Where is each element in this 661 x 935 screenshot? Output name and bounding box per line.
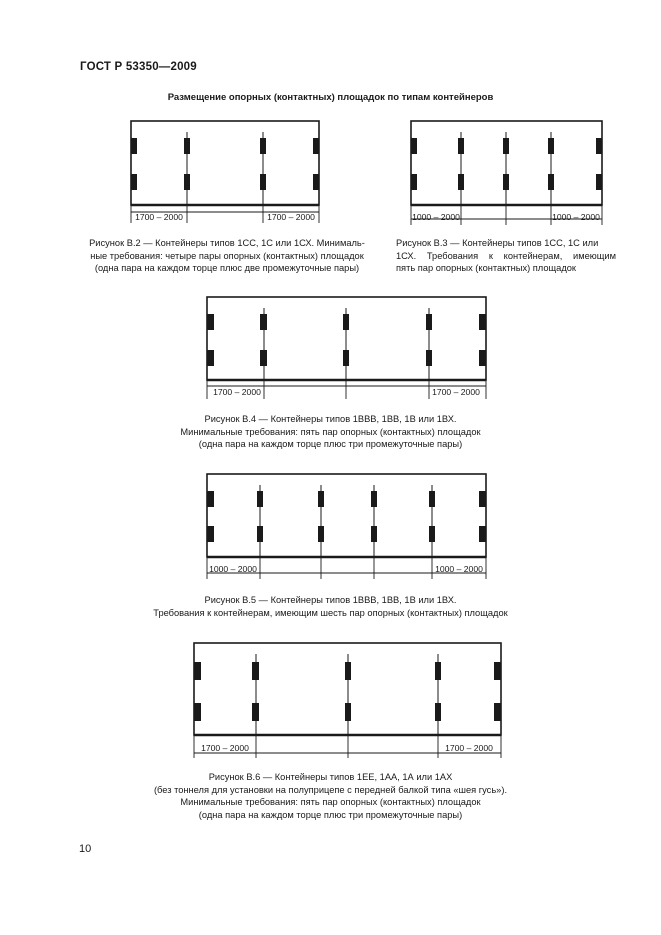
figure-b6-dim-label-left: 1700 – 2000 [201, 743, 249, 753]
figure-b6-pad [494, 662, 501, 680]
figure-b6-pad [345, 703, 351, 721]
figure-b6-dim-label-right: 1700 – 2000 [445, 743, 493, 753]
figure-b6-pad [252, 703, 259, 721]
caption-line: 1СХ. Требования к контейнерам, имеющим [396, 250, 616, 261]
document-header: ГОСТ Р 53350—2009 [80, 61, 197, 73]
figure-b4-dim-label-right: 1700 – 2000 [432, 387, 480, 397]
figure-b6-caption [100, 771, 561, 821]
figure-b4-dim-label-left: 1700 – 2000 [213, 387, 261, 397]
figure-b6-pad [435, 662, 441, 680]
caption-line: Минимальные требования: пять пар опорных (контактных) площадок [180, 426, 481, 437]
figure-b3-caption [396, 237, 616, 275]
figure-b3-dim-label-left: 1000 – 2000 [412, 212, 460, 222]
caption-line: Минимальные требования: пять пар опорных (контактных) площадок [180, 797, 481, 808]
figure-b6-pad [345, 662, 351, 680]
figure-b2-caption [78, 237, 376, 275]
figure-b3-dim-label-right: 1000 – 2000 [552, 212, 600, 222]
figure-b5-dim-label-right: 1000 – 2000 [435, 564, 483, 574]
figure-b4-caption [100, 413, 561, 451]
caption-line: (одна пара на каждом торце плюс две промежуточные пары) [94, 263, 360, 274]
page-number: 10 [79, 843, 92, 855]
caption-line: Требования к контейнерам, имеющим шесть пар опорных (контактных) площадок [153, 607, 508, 618]
section-title: Размещение опорных (контактных) площадок по типам контейнеров [167, 92, 494, 103]
caption-line: пять пар опорных (контактных) площадок [396, 263, 576, 274]
figure-b5-dim-label-left: 1000 – 2000 [209, 564, 257, 574]
caption-line: Рисунок В.4 — Контейнеры типов 1ВВВ, 1ВВ, 1В или 1ВХ. [204, 414, 457, 424]
caption-line: Рисунок В.3 — Контейнеры типов 1СС, 1С или [396, 238, 599, 248]
caption-line: ные требования: четыре пары опорных (контактных) площадок [90, 250, 364, 261]
figure-b2-dim-label-left: 1700 – 2000 [135, 212, 183, 222]
caption-line: Рисунок В.6 — Контейнеры типов 1ЕЕ, 1АА, 1А или 1АХ [208, 772, 453, 782]
figure-b6-pad [494, 703, 501, 721]
caption-line: Рисунок В.5 — Контейнеры типов 1ВВВ, 1ВВ, 1В или 1ВХ. [204, 595, 457, 605]
figure-b6-pad [252, 662, 259, 680]
caption-line: Рисунок В.2 — Контейнеры типов 1СС, 1С или 1СХ. Минималь- [89, 238, 365, 248]
caption-line: (без тоннеля для установки на полуприцепе с передней балкой типа «шея гусь»). [153, 784, 508, 795]
caption-line: (одна пара на каждом торце плюс три промежуточные пары) [198, 809, 463, 820]
figure-b6-pad [194, 703, 201, 721]
figure-b5-caption [60, 594, 601, 619]
figure-b2-dim-label-right: 1700 – 2000 [267, 212, 315, 222]
figure-b6-pad [194, 662, 201, 680]
caption-line: (одна пара на каждом торце плюс три промежуточные пары) [198, 439, 463, 450]
figure-b6-pad [435, 703, 441, 721]
